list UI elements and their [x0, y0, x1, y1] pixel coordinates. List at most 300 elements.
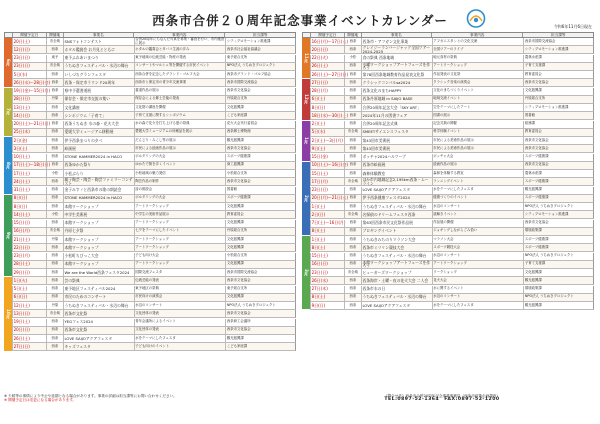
header-place: 開催地 [345, 33, 362, 37]
event-content: 中学生の美術作品展示 [134, 211, 226, 218]
event-place: 市全域 [344, 178, 361, 185]
event-date: 29日(日) [12, 269, 46, 276]
event-name: 小松町ちびっこ大会 [63, 253, 134, 260]
event-date: 26日(土) [12, 335, 46, 342]
event-place: 西条 [344, 112, 361, 119]
event-date: 6日(土) [310, 96, 344, 103]
event-content: 市民による美術作品の展示 [432, 145, 524, 152]
event-content: アートワークショップ [134, 261, 226, 268]
event-name: 第43回市美術展 [361, 145, 432, 152]
table-row [310, 154, 594, 162]
event-name: ボッチャ2024ハルツーブ [361, 154, 432, 161]
event-date: 31日(土) [12, 187, 46, 194]
event-content: ジョギングしながらごみ拾い [432, 228, 524, 235]
header-date: 開催予定日 [13, 33, 47, 37]
event-name: 東予地区フェスティバル2024 [63, 286, 134, 293]
event-place: 西条 [344, 253, 361, 260]
event-date: 23日(日) [310, 269, 344, 276]
event-date: 16日(月) [12, 228, 46, 235]
event-name: 丹原七夕祭 [63, 228, 134, 235]
event-date: 17日(土) [12, 170, 46, 177]
event-content: 市民による絵画作品の展示 [134, 145, 226, 152]
event-content: ワークショップ [432, 269, 524, 276]
event-content: 東予地域の伝統芸能・物産の発表 [134, 55, 226, 62]
table-row [310, 129, 594, 137]
event-org: シティプロモーション推進課 [523, 211, 593, 218]
event-date: 8日(日) [12, 203, 46, 210]
event-content: ホタルの鑑賞会とタバコ生涯の歩み [134, 46, 226, 53]
event-place: 西条 [46, 294, 63, 301]
event-content: 科学体験イベント [432, 129, 524, 136]
event-place: 西条 [344, 236, 361, 243]
event-name: 合併20周年記念式典 [361, 121, 432, 128]
event-org: スポーツ健康課 [523, 244, 593, 251]
event-content: 書道作品の展示 [134, 88, 226, 95]
header-date: 開催予定日 [311, 33, 345, 37]
month-label: 9月 [4, 195, 12, 278]
anniversary-logo-icon [466, 9, 486, 28]
event-place: 西条 [344, 79, 361, 86]
event-name: 芸の祭典 [63, 277, 134, 284]
event-date: 24日(土) [12, 178, 46, 185]
table-row [310, 55, 594, 63]
event-place: 西条 [344, 244, 361, 251]
event-content: 花火大会 [432, 277, 524, 284]
event-name: 絵画展 [63, 145, 134, 152]
event-content: ゆかたで街を歩くイベント [134, 162, 226, 169]
table-row [12, 302, 296, 310]
event-date: 26日(水)〜28日(金) [13, 79, 51, 85]
event-org: 西条市文化協会 [523, 145, 593, 152]
event-content: 愛媛大学ミュージアムの所蔵品を展示 [134, 129, 226, 136]
event-date: 27日(日) [12, 343, 46, 350]
table-row [310, 203, 594, 211]
event-place: 西条 [46, 145, 63, 152]
event-content: 水をテーマにしたフェスタ [134, 335, 226, 342]
table-row [12, 310, 296, 318]
event-content: 東予地区の祭典 [134, 286, 226, 293]
event-date: 23日(月) [12, 253, 46, 260]
event-name: SNSフォトコンテスト [63, 38, 134, 45]
month-label: 11月 [302, 38, 310, 79]
event-place: 西条 [46, 195, 63, 202]
event-name: 保存会・保定市交流の集い [63, 96, 134, 103]
footer-note: ※ 天候等の事情により中止や延期となる場合があります。事業の詳細は担当課等にお問い合わせください。 [4, 394, 177, 398]
table-row [310, 211, 594, 219]
event-name: 西条市絵画展 [361, 162, 432, 169]
event-org: 東予総合支所 [225, 55, 295, 62]
event-org: 西条商工会議所 [225, 319, 295, 326]
event-name: 西条丹原地域 in SAIJO BASE [361, 96, 432, 103]
table-row [310, 269, 594, 277]
table-row [310, 236, 594, 244]
event-org: NPO法人 うちぬきプロジェクト [225, 63, 295, 70]
table-row [310, 112, 594, 120]
event-content: アートワークショップ [432, 261, 524, 268]
event-date: 20日(日) [310, 46, 344, 53]
table-row [12, 112, 296, 120]
event-place: 西条 [46, 121, 63, 128]
event-name: 西条市・アフガン文化事業 [361, 38, 432, 45]
event-org: 文化振興課 [225, 104, 295, 111]
event-name: ブロギングイベント [361, 228, 432, 235]
event-org: こども家庭課 [225, 112, 295, 119]
event-name: うちぬきフェスティバル・水辺の舞台 [361, 253, 432, 260]
event-org: 西条市文化協会 [225, 178, 295, 185]
table-row [310, 162, 594, 170]
event-name: We are the World西条フェスタ2024 [63, 269, 134, 276]
event-content: 小松地域の魅力発信 [134, 170, 226, 177]
event-place: 西条 [46, 178, 63, 185]
event-org: 丹原総合支所 [225, 228, 295, 235]
event-name: 東予ふれあいまつり [63, 55, 134, 62]
event-date: 18日(水)〜30日(土) [311, 112, 349, 118]
event-org: NPO法人 うちぬきプロジェクト [225, 302, 295, 309]
event-name: 文化講座 [63, 104, 134, 111]
event-content: 文化のまちづくりイベント [432, 88, 524, 95]
table-row [310, 178, 594, 186]
event-place: 市全域 [46, 38, 63, 45]
event-date: 8日(土) [310, 294, 344, 301]
event-place: 小松 [46, 170, 63, 177]
event-content: アートワークショップ [134, 236, 226, 243]
event-name: 名探偵のドリームフェスタ西条 [361, 211, 432, 218]
event-name: STONE HAMMER2024 in HACO [63, 154, 134, 161]
event-org: 文化振興課 [225, 220, 295, 227]
event-content: 図書の展示 [432, 112, 524, 119]
event-date: 12日(日) [12, 46, 46, 53]
event-place: 西条 [46, 335, 63, 342]
event-place: 西条 [46, 269, 63, 276]
event-date: 1日(土) [310, 203, 344, 210]
event-org: 小松総合支所 [225, 170, 295, 177]
event-name: 本館ワークショップ [63, 220, 134, 227]
event-date: 6日(日) [12, 294, 46, 301]
event-date: 12日(土) [12, 302, 46, 309]
updated-date: 令和6年11月6日現在 [553, 24, 592, 29]
event-name: クレイジーランバージャック全国ツアー2024-2025 [362, 45, 431, 54]
event-org: 西条市文化協会 [523, 137, 593, 144]
event-content: 市民向けの演奏会 [134, 294, 226, 301]
event-date: 19日(土) [12, 319, 46, 326]
event-org: 西条市文化協会 [225, 327, 295, 334]
event-org: スポーツ健康課 [523, 195, 593, 202]
event-org: 丹原総合支所 [523, 96, 593, 103]
event-org: 西条市社会福祉協議会 [225, 46, 295, 53]
event-place: 西条 [344, 195, 361, 202]
event-org: 総務課 [523, 121, 593, 128]
table-row [310, 104, 594, 112]
table-row [310, 71, 594, 79]
event-name: うちぬきフェスティバル・水辺の舞台 [63, 302, 134, 309]
event-place: 西条 [46, 187, 63, 194]
event-name: LOVE SAIJOアクアフェスタ [361, 187, 432, 194]
event-name: 小松ぶらり [63, 170, 134, 177]
event-content: コンサートやマルシェ等を開催する市民イベント [134, 63, 226, 70]
event-name: 本館ワークショップアートフェーズを作ろう [362, 259, 431, 269]
event-content: 青年会議所によるイベント [134, 319, 226, 326]
event-org: スポーツ健康課 [523, 236, 593, 243]
event-name: 西条ゆかた祭り [63, 162, 134, 169]
event-place: 西条 [46, 88, 63, 95]
event-place: 市全域 [46, 310, 63, 317]
event-name: SMEETサイエンスフェスタ [361, 129, 432, 136]
event-place: 西条 [46, 244, 63, 251]
event-place: 西条 [46, 277, 63, 284]
event-org: 東予総合支所 [225, 286, 295, 293]
month-label: 8月 [4, 137, 12, 195]
event-date: 13日(日) [12, 310, 46, 317]
event-content: クラシック音楽の演奏会 [432, 79, 524, 86]
event-org: 環境政策課 [523, 286, 593, 293]
table-row [310, 244, 594, 252]
event-content: 水をテーマにしたフェスタ [432, 302, 524, 309]
table-row [12, 88, 296, 96]
event-content: 西条市と保定市の青少年交流事業 [134, 79, 226, 86]
event-name: ホタル鑑賞会 お月見とともに [63, 46, 134, 53]
event-name: 合併20周年記念大会「SKY ART」 [361, 104, 432, 111]
event-date: 17日(土)〜18日(日) [13, 162, 51, 168]
table-row [310, 38, 594, 46]
event-content: アートワークショップ [432, 63, 524, 70]
event-place: 小松 [344, 55, 361, 62]
event-place: 西条 [46, 220, 63, 227]
event-content: 記念式典の開催 [432, 121, 524, 128]
table-row [12, 162, 296, 170]
contact-tel: TEL:0897-52-1364 FAX:0897-52-1200 [384, 397, 500, 403]
event-place: 西条 [344, 63, 361, 70]
event-org: 文化振興課 [225, 294, 295, 301]
table-row [12, 335, 296, 343]
event-place: 丹原 [46, 302, 63, 309]
event-place: 西条 [344, 162, 361, 169]
event-name: 第43回市美術展 [361, 137, 432, 144]
header-name: 事業名 [64, 33, 135, 37]
event-place: 丹原 [46, 96, 63, 103]
event-org: こども家庭課 [225, 343, 295, 350]
event-name: 中学生美術展 [63, 211, 134, 218]
event-name: 森林体験教室 [361, 170, 432, 177]
event-content: 水の森で花火を打ち上げる夏の祭典 [134, 121, 226, 128]
table-row [310, 121, 594, 129]
table-row [310, 220, 594, 228]
table-row [12, 327, 296, 335]
event-content: スポーツ競技大会 [432, 244, 524, 251]
event-org: 観光振興課 [523, 187, 593, 194]
event-date: 8日(日) [310, 104, 344, 111]
event-content: アートワークショップ [134, 244, 226, 251]
event-org: NPO法人 うちぬきプロジェクト [523, 203, 593, 210]
event-org: 西条市国際交流協会 [523, 38, 593, 45]
event-org: 花火大会実行委員会 [225, 121, 295, 128]
event-content: 地域交流イベント [432, 96, 524, 103]
event-name: いしづちグランフェスタ [63, 71, 134, 78]
event-place: 西条 [46, 112, 63, 119]
event-org: 文化振興課 [225, 261, 295, 268]
event-org: 西条市グランド・ゴルフ協会 [225, 71, 295, 78]
event-place: 東予 [46, 55, 63, 62]
event-content: 子育て支援に関するシンポジウム [134, 112, 226, 119]
event-org: 教育委員会 [523, 71, 593, 78]
table-row [310, 253, 594, 261]
event-org: シティプロモーション推進課 [523, 46, 593, 53]
event-place: 西条 [344, 154, 361, 161]
event-org: 西条市文化協会 [225, 88, 295, 95]
event-org: 図書館 [225, 187, 295, 194]
event-date: 16日(日) [310, 261, 344, 268]
table-row [12, 277, 296, 285]
event-content: 子ども向け大会 [134, 253, 226, 260]
event-content: 市民による美術作品の展示 [432, 137, 524, 144]
event-org: 図書館 [523, 112, 593, 119]
event-place: 西条 [344, 187, 361, 194]
table-row [12, 286, 296, 294]
event-org: 西条市文化協会 [523, 79, 593, 86]
event-date: 28日(土) [12, 261, 46, 268]
event-name: 本館ワークショップ [63, 203, 134, 210]
event-org: 農林水産課 [523, 170, 593, 177]
table-row [12, 220, 296, 228]
event-name: 西条海岸・土曜・夜の花火大会 二人会 [361, 277, 432, 284]
footer-notes [4, 394, 304, 403]
event-org: 子育て支援課 [523, 63, 593, 70]
event-org: スポーツ健康課 [225, 195, 295, 202]
table-row [12, 228, 296, 236]
event-name: STONE HAMMER2024 in HACO [63, 195, 134, 202]
event-org: 教育委員会 [523, 129, 593, 136]
event-content: 保存会による郷土芸能の発表 [134, 96, 226, 103]
event-place: 西条 [46, 71, 63, 78]
event-org: 西条市国際交流協会 [225, 269, 295, 276]
event-date: 27日(日) [310, 79, 344, 86]
event-org: 観光振興課 [225, 335, 295, 342]
header-org: 担当課等 [551, 33, 566, 37]
event-content: 水辺のコンサート [432, 203, 524, 210]
table-row [310, 228, 594, 236]
event-name: シンポジウム「子育て」 [63, 112, 134, 119]
event-content: 謎解きイベント [432, 211, 524, 218]
event-place: 市全域 [344, 129, 361, 136]
event-org: スポーツ健康課 [225, 154, 295, 161]
event-place: 西条 [344, 170, 361, 177]
event-name: 第63回西条市民文化祭作品展 [361, 220, 432, 227]
event-date: 19日(金)〜15日(月) [13, 88, 51, 94]
event-org: スポーツ健康課 [523, 154, 593, 161]
event-date: 17日(月) [310, 178, 344, 185]
event-name: 愛媛大学ミュージアム移動展 [63, 129, 134, 136]
table-row [310, 277, 594, 285]
table-row [12, 170, 296, 178]
event-name: 西条市文化祭 [63, 327, 134, 334]
page-footer [4, 394, 596, 422]
table-row [12, 253, 296, 261]
event-date: 14日(日) [12, 112, 46, 119]
event-date: 10日(土)〜16日(金) [311, 162, 349, 168]
event-content: 水をテーマにしたフェスタ [432, 187, 524, 194]
event-org: 西条市文化協会 [523, 162, 593, 169]
event-place: 小松 [46, 211, 63, 218]
event-content: アートワークショップ [134, 203, 226, 210]
event-content: 陶芸作品の制作 [134, 178, 226, 185]
event-date: 7日(土)〜16日(月) [311, 220, 346, 226]
event-org: シティプロモーション推進課 [225, 38, 295, 45]
event-date: 10日(土) [12, 154, 46, 161]
event-date: 5日(土) [12, 286, 46, 293]
header-org: 担当課等 [253, 33, 268, 37]
event-date: 20日(日) [12, 327, 46, 334]
event-content: 子ども向けのイベント [134, 343, 226, 350]
event-date: 15日(日) [12, 220, 46, 227]
event-place: 西条 [46, 203, 63, 210]
event-name: 水曜ワークショップアートフェーズを作ろう [362, 61, 431, 71]
contact-title: 《問合せ先》西条市合併20周年記念事業事務局（西条市政策企画課内） [384, 394, 500, 398]
event-name: うちぬきフェスティバル・水辺の舞台 [361, 203, 432, 210]
event-date: 3日(土) [12, 145, 46, 152]
event-date: 20日(月)〜21日(火) [311, 195, 349, 201]
event-org: 子育て支援課 [523, 261, 593, 268]
event-org: スポーツ健康課 [523, 178, 593, 185]
event-content: 国際交流フェスタ [134, 269, 226, 276]
event-name: 西条市水の日 [361, 286, 432, 293]
event-org: 教育委員会 [225, 211, 295, 218]
event-org: 農林水産課 [523, 55, 593, 62]
table-row [310, 170, 594, 178]
event-content: 絵画作品の展示 [432, 162, 524, 169]
table-row [310, 261, 594, 269]
table-row [310, 187, 594, 195]
event-date: 26日(土)〜27日(日) [311, 71, 349, 77]
table-row [310, 302, 594, 310]
event-content: 文化財の講座を開催 [134, 104, 226, 111]
event-place: 西条 [46, 104, 63, 111]
table-row [12, 187, 296, 195]
table-row [310, 137, 594, 145]
left-rows [4, 38, 296, 352]
table-row [12, 38, 296, 46]
event-date: 2日(金) [12, 137, 46, 144]
event-org: 観光振興課 [523, 302, 593, 309]
table-row [310, 88, 594, 96]
month-label: 1月 [302, 121, 310, 162]
event-org: 文化振興課 [523, 269, 593, 276]
table-row [12, 145, 296, 153]
event-content: ボルダリングの大会 [134, 195, 226, 202]
event-date: 2日(日) [310, 211, 344, 218]
event-name: 西条文化のまちHAPPY [361, 88, 432, 95]
event-org: 西条市文化協会 [225, 310, 295, 317]
table-row [310, 195, 594, 203]
footer-note-red: ※ 開催予定日は変更になる場合があります。 [4, 398, 77, 403]
event-place: 西条 [46, 137, 63, 144]
event-place: 西条 [46, 319, 63, 326]
event-name: クラシックコンパルsa2024 [361, 79, 432, 86]
event-content: 健康づくりのイベント [432, 195, 524, 202]
event-org: 文化振興課 [225, 236, 295, 243]
event-content: 全国ツアーのライブ [432, 46, 524, 53]
event-place: 西条 [344, 302, 361, 309]
event-place: 西条 [344, 145, 361, 152]
event-date: 9日(土) [310, 145, 344, 152]
event-name: 西条・保定市ラウンド20周年 [63, 79, 134, 86]
event-name: YEGフェス2024 [63, 319, 134, 326]
event-name: 西条うちぬき 水の森・花火大会 [63, 121, 134, 128]
page-title: 西条市合併２０周年記念事業イベントカレンダー [152, 13, 448, 28]
table-row [12, 129, 296, 137]
event-name: LOVE SAIJOアクアフェスタ [63, 335, 134, 342]
event-place: 西条 [344, 261, 361, 268]
event-date: 26日(土) [310, 63, 344, 70]
event-content: 作品発表の文化祭 [432, 71, 524, 78]
